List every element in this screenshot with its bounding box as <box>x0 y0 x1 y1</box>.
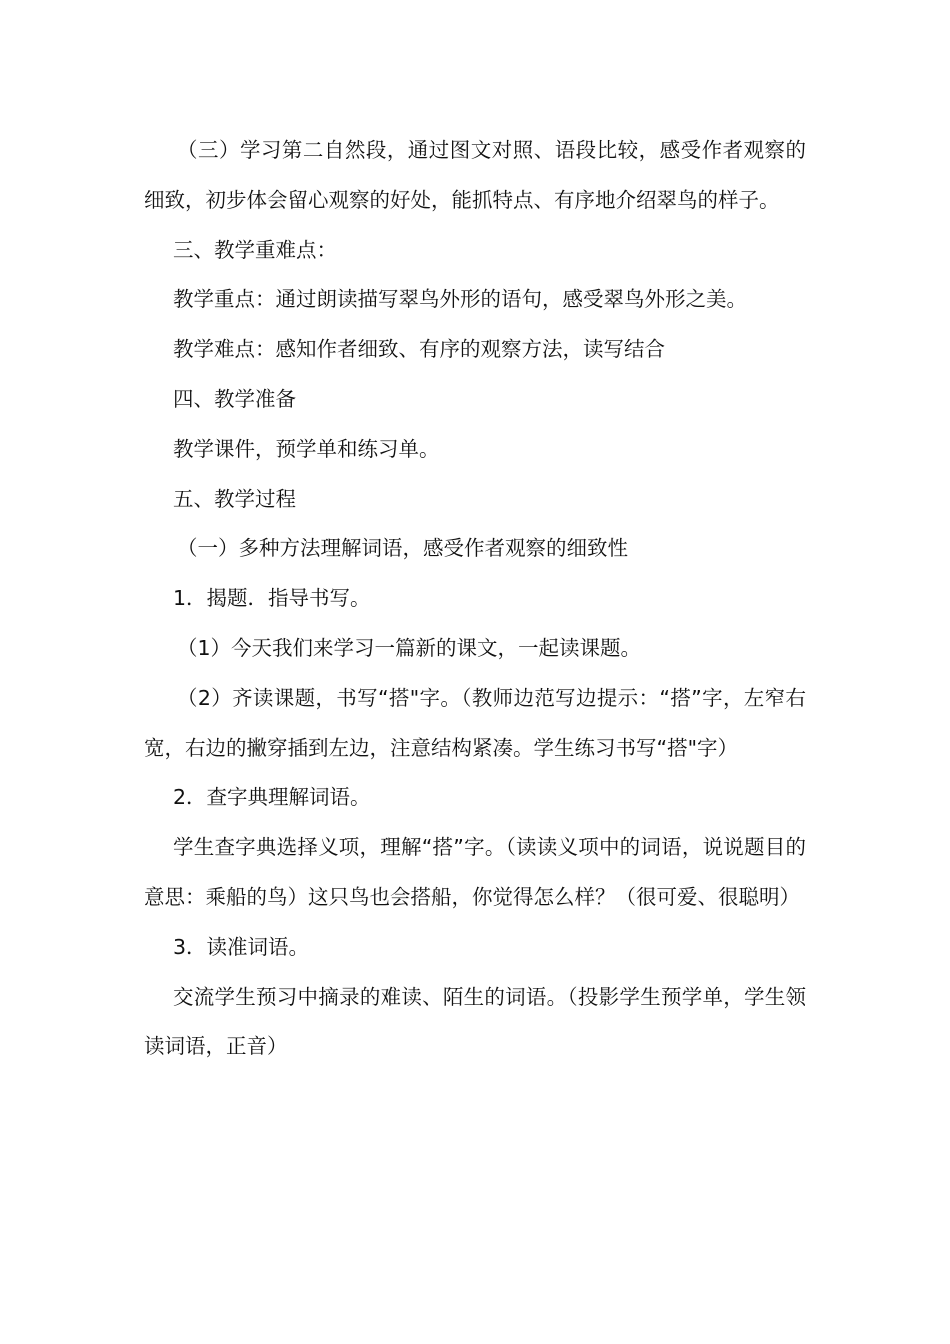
step-three-heading: 3．读准词语。 <box>173 934 310 959</box>
section-heading-key-points: 三、教学重难点： <box>173 237 337 262</box>
step-three-paragraph: 交流学生预习中摘录的难读、陌生的词语。（投影学生预学单，学生领读词语，正音） <box>144 984 806 1059</box>
section-heading-process: 五、教学过程 <box>173 486 296 511</box>
section-heading-preparation: 四、教学准备 <box>173 386 296 411</box>
objective-three-paragraph: （三）学习第二自然段，通过图文对照、语段比较，感受作者观察的细致，初步体会留心观察的好处，能抓特点、有序地介绍翠鸟的样子。 <box>144 138 806 212</box>
step-one-item-1: （1）今天我们来学习一篇新的课文，一起读课题。 <box>177 635 642 660</box>
step-two-heading: 2．查字典理解词语。 <box>173 785 371 810</box>
subsection-heading-one: （一）多种方法理解词语，感受作者观察的细致性 <box>177 536 628 561</box>
step-one-item-2: （2）齐读课题，书写“搭"字。（教师边范写边提示：“搭”字，左窄右宽，右边的撇穿插到左边，注意结构紧凑。学生练习书写“搭"字） <box>144 685 806 760</box>
step-one-heading: 1．揭题．指导书写。 <box>173 586 371 611</box>
difficult-point-paragraph: 教学难点：感知作者细致、有序的观察方法，读写结合 <box>173 337 665 362</box>
step-two-paragraph: 学生查字典选择义项，理解“搭”字。（读读义项中的词语，说说题目的意思：乘船的鸟）这只鸟也会搭船，你觉得怎么样？（很可爱、很聪明） <box>144 835 806 909</box>
document-page <box>144 126 806 1072</box>
preparation-paragraph: 教学课件，预学单和练习单。 <box>173 436 440 461</box>
key-point-paragraph: 教学重点：通过朗读描写翠鸟外形的语句，感受翠鸟外形之美。 <box>173 287 747 312</box>
